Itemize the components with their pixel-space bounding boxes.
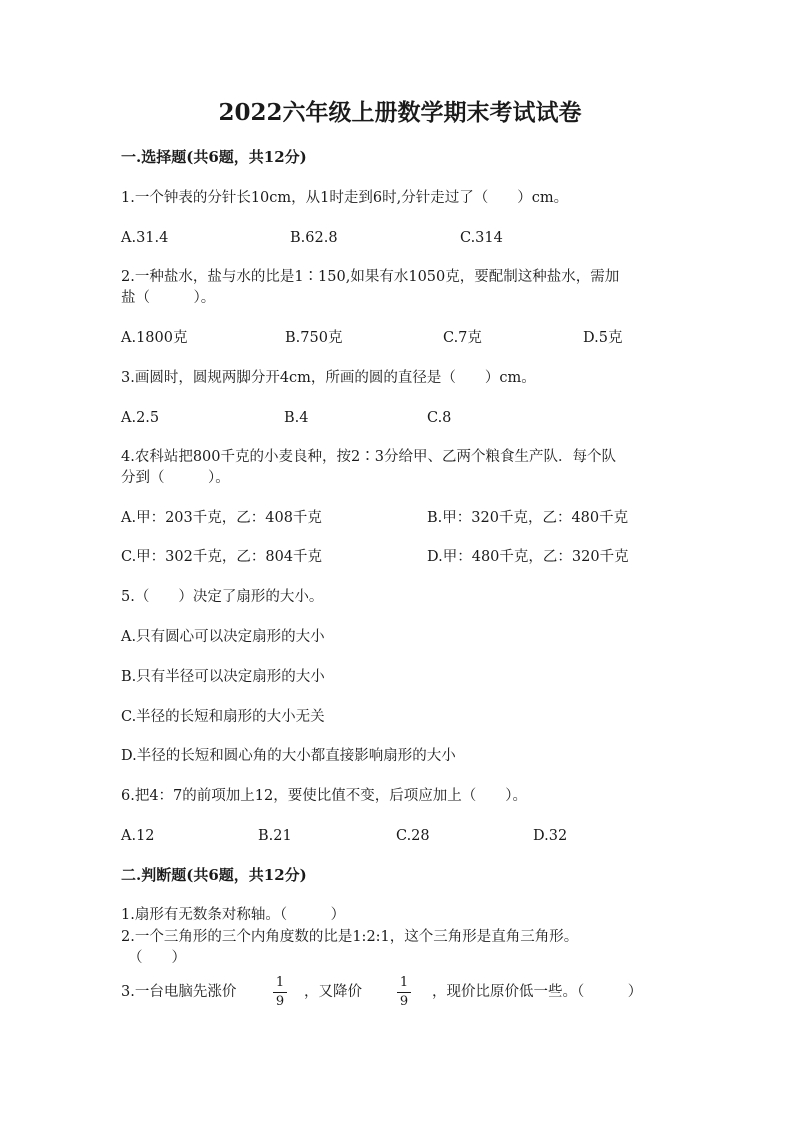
option-5c: C.半径的长短和扇形的大小无关 (121, 709, 325, 725)
option-1a: A.31.4 (121, 230, 169, 246)
option-5d: D.半径的长短和圆心角的大小都直接影响扇形的大小 (121, 748, 456, 764)
question-1-text: 1.一个钟表的分针长10cm，从1时走到6时,分针走过了（ ）cm。 (121, 190, 569, 206)
judgment-3-part1: 3.一台电脑先涨价 (121, 984, 237, 1000)
question-2-line1: 2.一种盐水，盐与水的比是1∶150,如果有水1050克，要配制这种盐水，需加 (121, 269, 620, 285)
judgment-2-line1: 2.一个三角形的三个内角度数的比是1:2:1，这个三角形是直角三角形。 (121, 929, 579, 945)
fraction-numerator: 1 (275, 975, 285, 990)
section-heading-choice: 一.选择题(共6题，共12分) (121, 148, 307, 166)
option-5a: A.只有圆心可以决定扇形的大小 (121, 629, 325, 645)
option-6a: A.12 (121, 828, 155, 844)
option-2d: D.5克 (583, 330, 623, 346)
option-2a: A.1800克 (121, 330, 188, 346)
option-1b: B.62.8 (290, 230, 338, 246)
judgment-3-part2: ，又降价 (304, 984, 362, 1000)
option-3c: C.8 (427, 410, 452, 426)
option-6b: B.21 (258, 828, 292, 844)
option-4d: D.甲：480千克，乙：320千克 (427, 549, 629, 565)
option-3a: A.2.5 (121, 410, 160, 426)
option-3b: B.4 (284, 410, 309, 426)
fraction-bar (273, 992, 287, 993)
judgment-2-line2: （ ） (128, 950, 186, 966)
option-6d: D.32 (533, 828, 568, 844)
option-4a: A.甲：203千克，乙：408千克 (121, 510, 322, 526)
question-3-text: 3.画圆时，圆规两脚分开4cm，所画的圆的直径是（ ）cm。 (121, 370, 536, 386)
option-1c: C.314 (460, 230, 503, 246)
option-2b: B.750克 (285, 330, 343, 346)
question-4-line2: 分到（ ）。 (121, 470, 230, 486)
option-4b: B.甲：320千克，乙：480千克 (427, 510, 629, 526)
question-5-text: 5.（ ）决定了扇形的大小。 (121, 589, 324, 605)
option-4c: C.甲：302千克，乙：804千克 (121, 549, 323, 565)
fraction-numerator: 1 (399, 975, 409, 990)
option-6c: C.28 (396, 828, 430, 844)
question-4-line1: 4.农科站把800千克的小麦良种，按2∶3分给甲、乙两个粮食生产队．每个队 (121, 449, 616, 465)
fraction-denominator: 9 (399, 994, 409, 1009)
judgment-1-text: 1.扇形有无数条对称轴。（ ） (121, 907, 346, 923)
fraction-price-increase (272, 975, 288, 1010)
fraction-bar (397, 992, 411, 993)
option-2c: C.7克 (443, 330, 482, 346)
question-2-line2: 盐（ ）。 (121, 290, 216, 306)
fraction-price-decrease (396, 975, 412, 1010)
option-5b: B.只有半径可以决定扇形的大小 (121, 669, 325, 685)
question-6-text: 6.把4：7的前项加上12，要使比值不变，后项应加上（ ）。 (121, 788, 527, 804)
section-heading-judgment: 二.判断题(共6题，共12分) (121, 866, 307, 884)
fraction-denominator: 9 (275, 994, 285, 1009)
page-title: 2022六年级上册数学期末考试试卷 (218, 99, 582, 126)
judgment-3-part3: ，现价比原价低一些。（ ） (432, 984, 643, 1000)
